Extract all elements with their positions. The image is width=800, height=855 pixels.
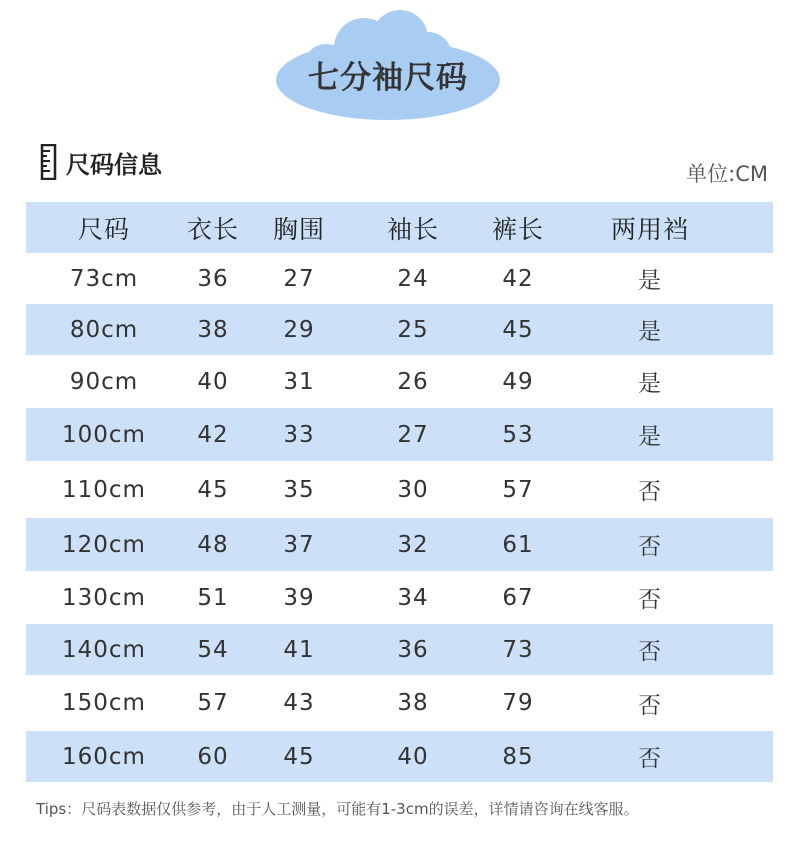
sleeve-cell: 40 [397,743,429,770]
size-cell: 80cm [69,316,139,343]
length-cell: 45 [197,476,229,503]
table-row [26,675,773,731]
sleeve-cell: 26 [397,368,429,395]
pants-cell: 79 [502,690,534,716]
table-row [26,408,773,461]
size-cell: 100cm [62,421,146,448]
table-row [26,253,773,304]
column-header: 尺码 [77,214,130,244]
column-header: 衣长 [186,214,239,244]
column-header: 裤长 [491,214,544,244]
size-table [26,202,773,782]
crotch-cell: 否 [638,746,662,772]
table-row [26,518,773,571]
table-row [26,624,773,675]
pants-cell: 53 [502,421,534,448]
size-cell: 120cm [62,531,146,558]
unit-label: 单位:CM [686,162,768,186]
crotch-cell: 否 [638,587,662,613]
pants-cell: 61 [502,531,534,558]
chest-cell: 27 [283,265,315,292]
pants-cell: 57 [502,476,534,503]
sleeve-cell: 27 [397,421,429,448]
length-cell: 51 [197,584,229,611]
column-header: 两用裆 [610,214,689,244]
sleeve-cell: 30 [397,476,429,503]
chest-cell: 41 [283,636,315,663]
pants-cell: 67 [502,584,534,611]
length-cell: 54 [197,636,229,663]
table-header-row [26,202,773,253]
sleeve-cell: 24 [397,265,429,292]
chest-cell: 37 [283,531,315,558]
size-cell: 73cm [69,265,139,292]
pants-cell: 85 [502,743,534,770]
tips-note: Tips：尺码表数据仅供参考，由于人工测量，可能有1-3cm的误差，详情请咨询在线客服。 [36,800,639,818]
chest-cell: 35 [283,476,315,503]
section-header [40,142,162,182]
size-cell: 160cm [62,743,146,770]
length-cell: 36 [197,265,229,292]
pants-cell: 45 [502,316,534,343]
crotch-cell: 是 [638,319,662,345]
crotch-cell: 是 [638,424,662,450]
column-header: 袖长 [386,214,439,244]
table-row [26,461,773,518]
sleeve-cell: 34 [397,584,429,611]
section-title: 尺码信息 [66,150,162,179]
chest-cell: 31 [283,368,315,395]
crotch-cell: 是 [638,268,662,294]
ruler-icon [40,144,58,180]
chest-cell: 45 [283,743,315,770]
crotch-cell: 是 [638,371,662,397]
sleeve-cell: 38 [397,690,429,716]
table-row [26,355,773,408]
sleeve-cell: 32 [397,531,429,558]
length-cell: 40 [197,368,229,395]
pants-cell: 49 [502,368,534,395]
column-header: 胸围 [272,214,325,244]
length-cell: 60 [197,743,229,770]
pants-cell: 73 [502,636,534,663]
crotch-cell: 否 [638,534,662,560]
size-cell: 150cm [62,690,146,716]
crotch-cell: 否 [638,479,662,505]
page-title: 七分袖尺码 [308,60,468,96]
table-row [26,571,773,624]
chest-cell: 39 [283,584,315,611]
chest-cell: 43 [283,690,315,716]
sleeve-cell: 36 [397,636,429,663]
length-cell: 38 [197,316,229,343]
chest-cell: 29 [283,316,315,343]
crotch-cell: 否 [638,692,662,719]
pants-cell: 42 [502,265,534,292]
table-row [26,304,773,355]
size-cell: 110cm [62,476,146,503]
crotch-cell: 否 [638,639,662,665]
size-cell: 130cm [62,584,146,611]
sleeve-cell: 25 [397,316,429,343]
length-cell: 48 [197,531,229,558]
table-row [26,731,773,782]
chest-cell: 33 [283,421,315,448]
size-cell: 90cm [69,368,139,395]
size-cell: 140cm [62,636,146,663]
length-cell: 57 [197,690,229,716]
length-cell: 42 [197,421,229,448]
